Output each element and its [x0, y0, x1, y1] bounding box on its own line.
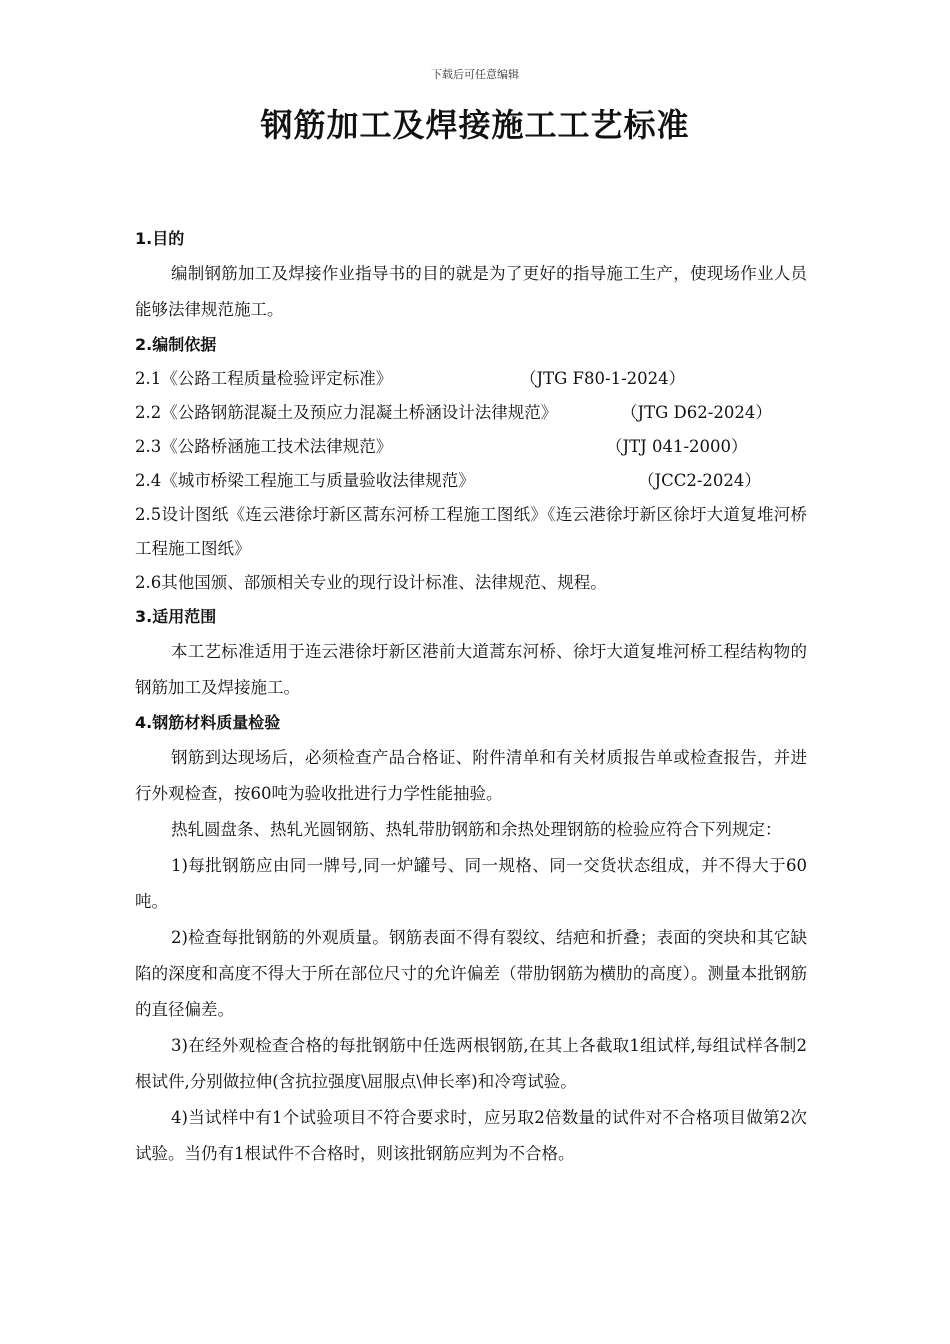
basis-item-drawings: 2.5设计图纸《连云港徐圩新区蒿东河桥工程施工图纸》《连云港徐圩新区徐圩大道复堆河桥工程施工图纸》 [135, 505, 807, 558]
inspection-rule-2: 2)检查每批钢筋的外观质量。钢筋表面不得有裂纹、结疤和折叠；表面的突块和其它缺陷的深度和高度不得大于所在部位尺寸的允许偏差（带肋钢筋为横肋的高度）。测量本批钢筋的直径偏差。 [135, 928, 807, 1019]
reference-code: （JCC2-2024） [638, 471, 761, 490]
inspection-paragraph: 钢筋到达现场后，必须检查产品合格证、附件清单和有关材质报告单或检查报告，并进行外观检查，按60吨为验收批进行力学性能抽验。 [135, 748, 807, 803]
inspection-rule-4: 4)当试样中有1个试验项目不符合要求时，应另取2倍数量的试件对不合格项目做第2次试验。当仍有1根试件不合格时，则该批钢筋应判为不合格。 [135, 1108, 807, 1163]
section-heading-inspection: 4.钢筋材料质量检验 [135, 713, 281, 732]
reference-name: 2.2《公路钢筋混凝土及预应力混凝土桥涵设计法律规范》 [135, 403, 558, 422]
reference-name: 2.3《公路桥涵施工技术法律规范》 [135, 437, 393, 456]
reference-item [135, 430, 807, 464]
reference-code: （JTG F80-1-2024） [520, 369, 686, 388]
reference-code: （JTJ 041-2000） [606, 437, 748, 456]
scope-paragraph: 本工艺标准适用于连云港徐圩新区港前大道蒿东河桥、徐圩大道复堆河桥工程结构物的钢筋加工及焊接施工。 [135, 642, 807, 697]
reference-item [135, 396, 807, 430]
inspection-paragraph: 热轧圆盘条、热轧光圆钢筋、热轧带肋钢筋和余热处理钢筋的检验应符合下列规定： [171, 820, 782, 839]
basis-item-other-standards: 2.6其他国颁、部颁相关专业的现行设计标准、法律规范、规程。 [135, 573, 607, 592]
header-note: 下载后可任意编辑 [431, 68, 519, 81]
section-heading-basis: 2.编制依据 [135, 335, 217, 354]
reference-name: 2.1《公路工程质量检验评定标准》 [135, 369, 393, 388]
reference-name: 2.4《城市桥梁工程施工与质量验收法律规范》 [135, 471, 475, 490]
document-title: 钢筋加工及焊接施工工艺标准 [260, 106, 690, 144]
section-heading-purpose: 1.目的 [135, 229, 185, 248]
section-heading-scope: 3.适用范围 [135, 607, 217, 626]
reference-code: （JTG D62-2024） [621, 403, 772, 422]
document-body [135, 222, 807, 1172]
inspection-rule-1: 1)每批钢筋应由同一牌号,同一炉罐号、同一规格、同一交货状态组成，并不得大于60吨。 [135, 856, 807, 911]
inspection-rule-3: 3)在经外观检查合格的每批钢筋中任选两根钢筋,在其上各截取1组试样,每组试样各制2根试件,分别做拉伸(含抗拉强度\屈服点\伸长率)和冷弯试验。 [135, 1036, 807, 1091]
purpose-paragraph: 编制钢筋加工及焊接作业指导书的目的就是为了更好的指导施工生产，使现场作业人员能够法律规范施工。 [135, 264, 807, 319]
reference-item [135, 362, 807, 396]
reference-item [135, 464, 807, 498]
